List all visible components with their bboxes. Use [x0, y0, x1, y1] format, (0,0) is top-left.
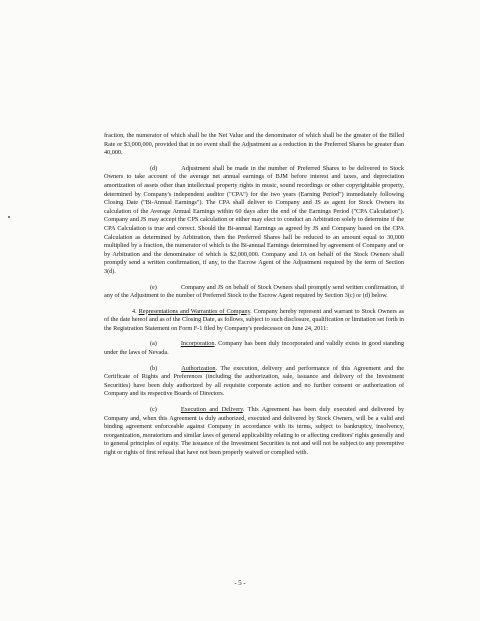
section-4-text: . Company hereby represent and warrant to Stock Owners as of the date hereof and as of the Closing Date, as follows, subject to such disclosure, qualification or limitation set forth in the Registration Statement on Form F-1 filed by Company's predecessor on June 24, 2011:: [104, 307, 404, 332]
subsection-c-heading: Execution and Delivery: [180, 406, 243, 414]
paragraph-e: [104, 284, 404, 301]
scan-speck: [8, 216, 10, 218]
section-4-number: 4.: [132, 307, 137, 315]
subsection-b-heading: Authorization: [181, 364, 216, 372]
subsection-c-text: . This Agreement has been duly executed and delivered by Company and, when this Agreement is duly authorized, executed and delivered by Stock Owners, will be a valid and binding agreement enforceable against Company in accordance with its terms, subject to bankruptcy, insolvency, reorganization, moratorium and similar laws of general applicability relating to or affecting creditors' rights generally and to general principles of equity. The issuance of the Investment Securities is not and will not be subject to any preemptive right or rights of first refusal that have not been properly waived or complied with.: [104, 406, 404, 456]
page-number: - 5 -: [234, 580, 246, 587]
paragraph-continuation: [104, 132, 404, 158]
continuation-text: fraction, the numerator of which shall be the Net Value and the denominator of which shall be the greater of the Billed Rate or $3,000,000, provided that in no event shall the Adjustment as a reduction in the Preferred Shares be greater than 40,000.: [104, 132, 404, 157]
subsection-a-label: (a): [150, 340, 157, 348]
paragraph-e-text: Company and JS on behalf of Stock Owners shall promptly send written confirmation, if any of the Adjustment to the number of Preferred Stock to the Escrow Agent required by Section 3(c) or (d) below.: [104, 283, 404, 300]
subsection-a-text: . Company has been duly incorporated and validly exists in good standing under the laws of Nevada.: [104, 340, 404, 357]
subsection-a: [104, 340, 404, 357]
paragraph-d-label: (d): [150, 164, 158, 172]
section-4: [104, 308, 404, 334]
section-4-heading: Representations and Warranties of Company: [138, 307, 251, 315]
paragraph-d: [104, 165, 404, 277]
subsection-b: [104, 365, 404, 399]
subsection-a-heading: Incorporation: [180, 340, 215, 348]
subsection-b-text: . The execution, delivery and performance of this Agreement and the Certificate of Rights and Preferences (including the authorization, sale, issuance and delivery of the Investment Securities) have been duly authorized by all requisite corporate action and no further consent or authorization of Company and its respective Boards of Directors.: [104, 364, 404, 398]
paragraph-e-label: (e): [150, 283, 157, 291]
document-body: [104, 132, 404, 465]
subsection-c: [104, 406, 404, 458]
subsection-b-label: (b): [150, 364, 158, 372]
subsection-c-label: (c): [150, 406, 157, 414]
paragraph-d-text: Adjustment shall be made in the number of Preferred Shares to be delivered to Stock Owners to take account of the average net annual earnings of BJM before interest and taxes, and depreciation amortization of assets other than intellectual property rights in music, sound recordings or other copyrightable property, determined by Company's independent auditor ("CPA") for the two years (Earning Period") immediately following Closing Date ("Bi-Annual Earnings"). The CPA shall deliver to Company and JS as agent for Stock Owners its calculation of the Average Annual Earnings within 60 days after the end of the Earnings Period ("CPA Calculation"). Company and JS may accept the CPS calculation or either may elect to conduct an Arbitration solely to determine if the CPA Calculation is true and correct. Should the Bi-annual Earnings as agreed by JS and Company based on the CPA Calculation as determined by Arbitration, then the Preferred Shares hall be reduced to an amount equal to 30,000 multiplied by a fraction, the numerator of which is the Bi-annual Earnings determined by agreement of Company and or by Arbitration and the denominator of which is $2,000,000. Company and JA on behalf of the Stock Owners shall promptly send a written confirmation, if any, to the Escrow Agent of the Adjustment required by the term of Section 3(d).: [104, 164, 404, 275]
